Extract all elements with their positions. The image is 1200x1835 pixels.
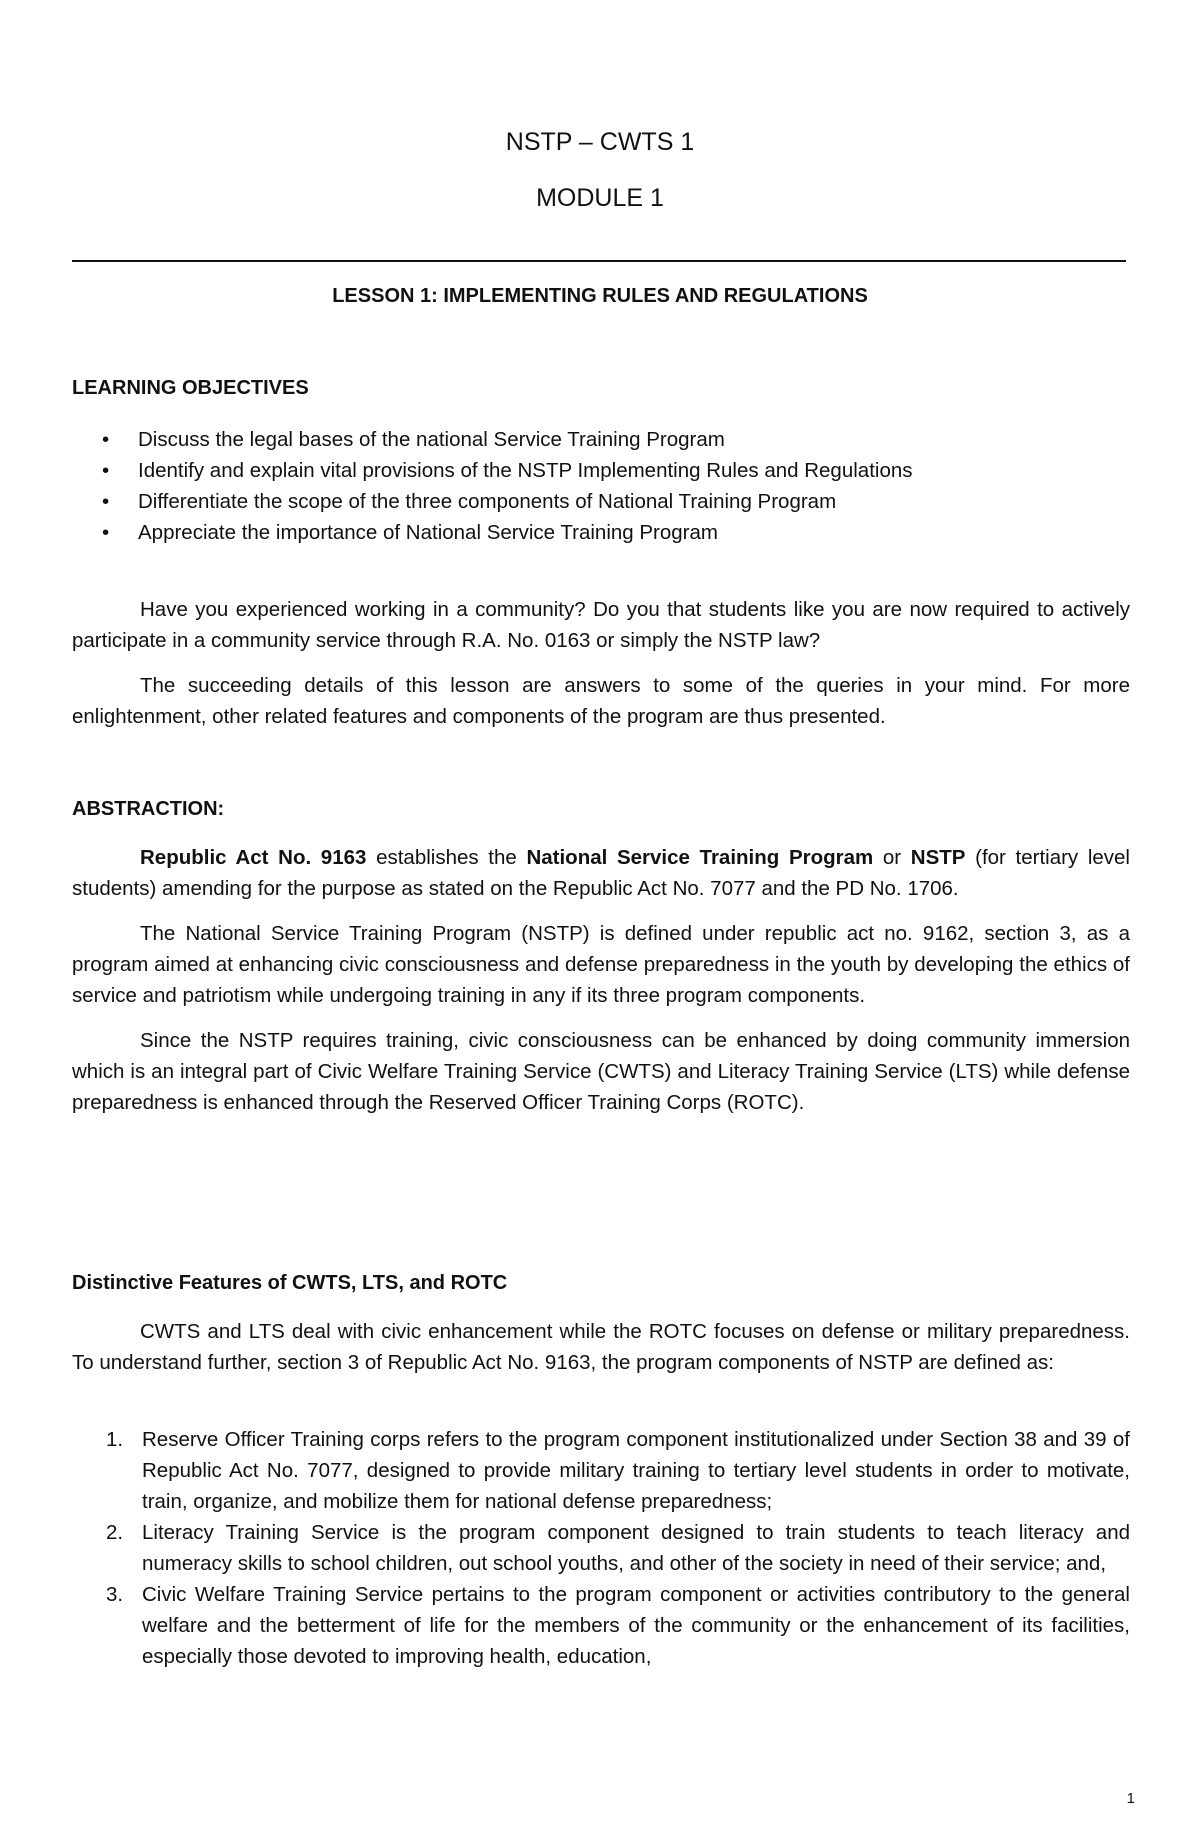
list-item: • Appreciate the importance of National Service Training Program	[102, 517, 1102, 548]
list-item: • Discuss the legal bases of the national Service Training Program	[102, 424, 1102, 455]
page-number: 1	[1126, 1790, 1135, 1807]
lesson-title: LESSON 1: IMPLEMENTING RULES AND REGULATIONS	[332, 285, 868, 307]
intro-section	[72, 594, 1130, 746]
abstraction-paragraph-2: The National Service Training Program (NSTP) is defined under republic act no. 9162, section 3, as a program aimed at enhancing civic consciousness and defense preparedness in the youth by developing the ethics of service and patriotism while undergoing training in any if its three program components.	[72, 922, 1130, 1007]
abstraction-heading: ABSTRACTION:	[72, 798, 225, 820]
components-list	[72, 1424, 1130, 1672]
abstraction-section	[72, 842, 1130, 1132]
abstraction-paragraph-1: Republic Act No. 9163 establishes the National Service Training Program or NSTP (for tertiary level students) amending for the purpose as stated on the Republic Act No. 7077 and the PD No. 1706.	[72, 846, 1130, 900]
objectives-heading: LEARNING OBJECTIVES	[72, 377, 309, 399]
objectives-list	[102, 424, 1102, 548]
header-divider	[72, 260, 1126, 262]
features-paragraph: CWTS and LTS deal with civic enhancement while the ROTC focuses on defense or military preparedness. To understand further, section 3 of Republic Act No. 9163, the program components of NSTP are defined as:	[72, 1320, 1130, 1374]
features-heading: Distinctive Features of CWTS, LTS, and ROTC	[72, 1272, 508, 1294]
bullet-icon: •	[102, 428, 110, 451]
list-item: • Identify and explain vital provisions of the NSTP Implementing Rules and Regulations	[102, 455, 1102, 486]
features-intro	[72, 1316, 1130, 1392]
bullet-icon: •	[102, 521, 110, 544]
bullet-icon: •	[102, 459, 110, 482]
intro-paragraph-2: The succeeding details of this lesson are answers to some of the queries in your mind. For more enlightenment, other related features and components of the program are thus presented.	[72, 674, 1130, 728]
list-item: 3. Civic Welfare Training Service pertains to the program component or activities contributory to the general welfare and the betterment of life for the members of the community or the enhancement of its facilities, especially those devoted to improving health, education,	[106, 1583, 1130, 1668]
list-item: • Differentiate the scope of the three components of National Training Program	[102, 486, 1102, 517]
abstraction-paragraph-3: Since the NSTP requires training, civic consciousness can be enhanced by doing community immersion which is an integral part of Civic Welfare Training Service (CWTS) and Literacy Training Service (LTS) while defense preparedness is enhanced through the Reserved Officer Training Corps (ROTC).	[72, 1029, 1130, 1114]
module-title: MODULE 1	[536, 184, 664, 212]
list-item: 2. Literacy Training Service is the program component designed to train students to teach literacy and numeracy skills to school children, out school youths, and other of the society in need of their service; and,	[106, 1521, 1130, 1575]
list-item: 1. Reserve Officer Training corps refers to the program component institutionalized under Section 38 and 39 of Republic Act No. 7077, designed to provide military training to tertiary level students in order to motivate, train, organize, and mobilize them for national defense preparedness;	[106, 1428, 1130, 1513]
intro-paragraph-1: Have you experienced working in a community? Do you that students like you are now required to actively participate in a community service through R.A. No. 0163 or simply the NSTP law?	[72, 598, 1130, 652]
bullet-icon: •	[102, 490, 110, 513]
document-title: NSTP – CWTS 1	[505, 128, 695, 156]
